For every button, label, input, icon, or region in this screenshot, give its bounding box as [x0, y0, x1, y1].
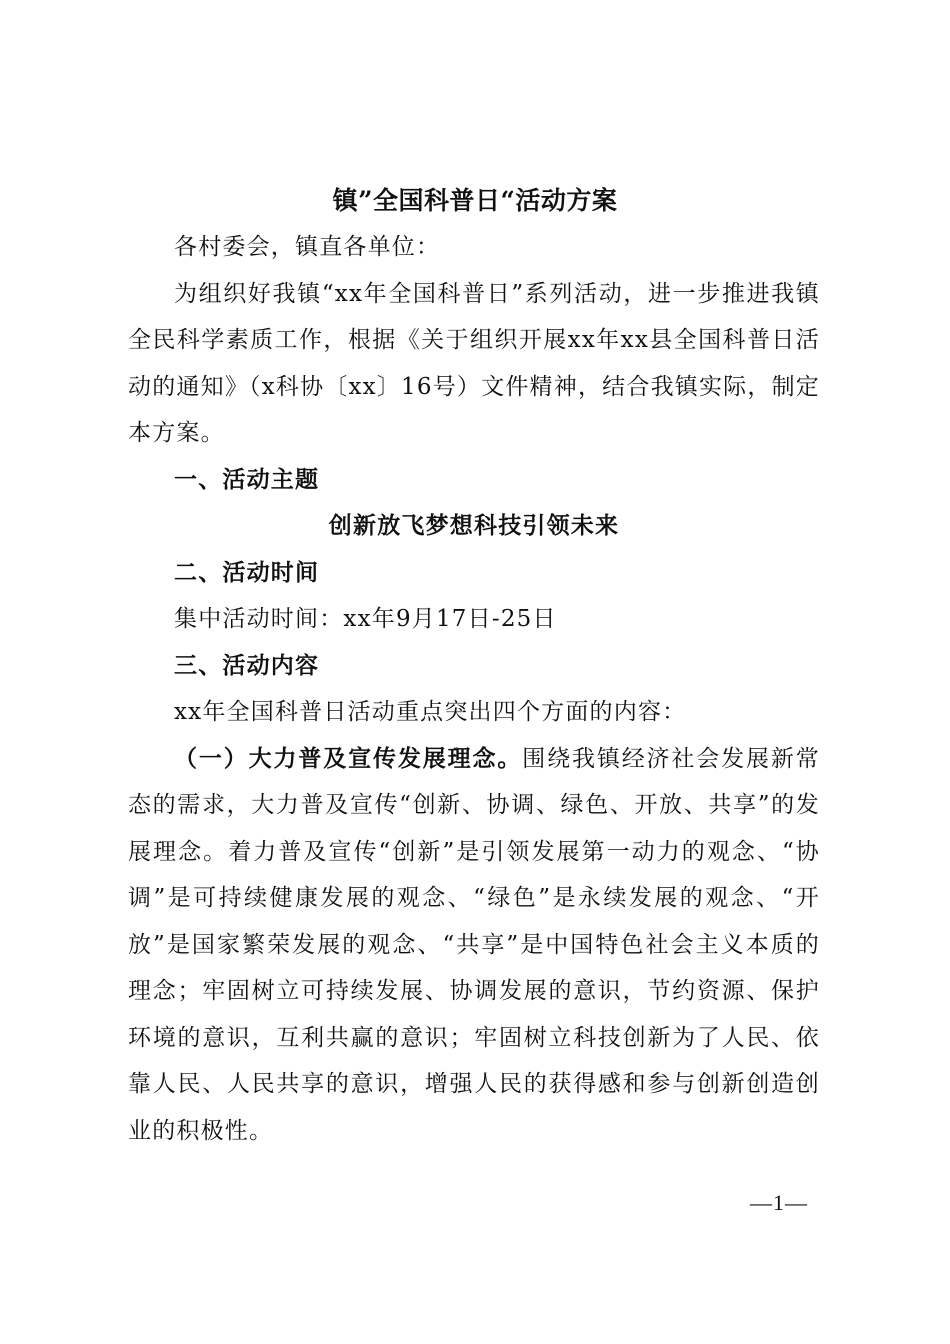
- document-title: 镇”全国科普日“活动方案: [332, 186, 618, 215]
- page-number: —1—: [750, 1190, 808, 1215]
- section-heading-theme: 一、活动主题: [174, 466, 320, 493]
- activity-time: 集中活动时间：xx年9月17日-25日: [174, 606, 557, 632]
- content-item-1: [128, 736, 820, 1155]
- document-body: [128, 224, 820, 1154]
- content-intro: xx年全国科普日活动重点突出四个方面的内容：: [174, 699, 687, 725]
- section-heading-content: 三、活动内容: [174, 652, 320, 679]
- content-item-1-lead: （一）大力普及宣传发展理念。: [174, 744, 523, 772]
- activity-theme: 创新放飞梦想科技引领未来: [328, 512, 620, 539]
- section-heading-time: 二、活动时间: [174, 559, 320, 586]
- content-item-1-text: 围绕我镇经济社会发展新常态的需求，大力普及宣传“创新、协调、绿色、开放、共享”的发展理念。着力普及宣传“创新”是引领发展第一动力的观念、“协调”是可持续健康发展的观念、“绿色”是永续发展的观念、“开放”是国家繁荣发展的观念、“共享”是中国特色社会主义本质的理念；牢固树立可持续发展、协调发展的意识，节约资源、保护环境的意识，互利共赢的意识；牢固树立科技创新为了人民、依靠人民、人民共享的意识，增强人民的获得感和参与创新创造创业的积极性。: [128, 745, 820, 1144]
- salutation: 各村委会，镇直各单位：: [174, 234, 441, 260]
- intro-paragraph: 为组织好我镇“xx年全国科普日”系列活动，进一步推进我镇全民科学素质工作，根据《关于组织开展xx年xx县全国科普日活动的通知》（x科协〔xx〕16号）文件精神，结合我镇实际，制定本方案。: [128, 280, 820, 446]
